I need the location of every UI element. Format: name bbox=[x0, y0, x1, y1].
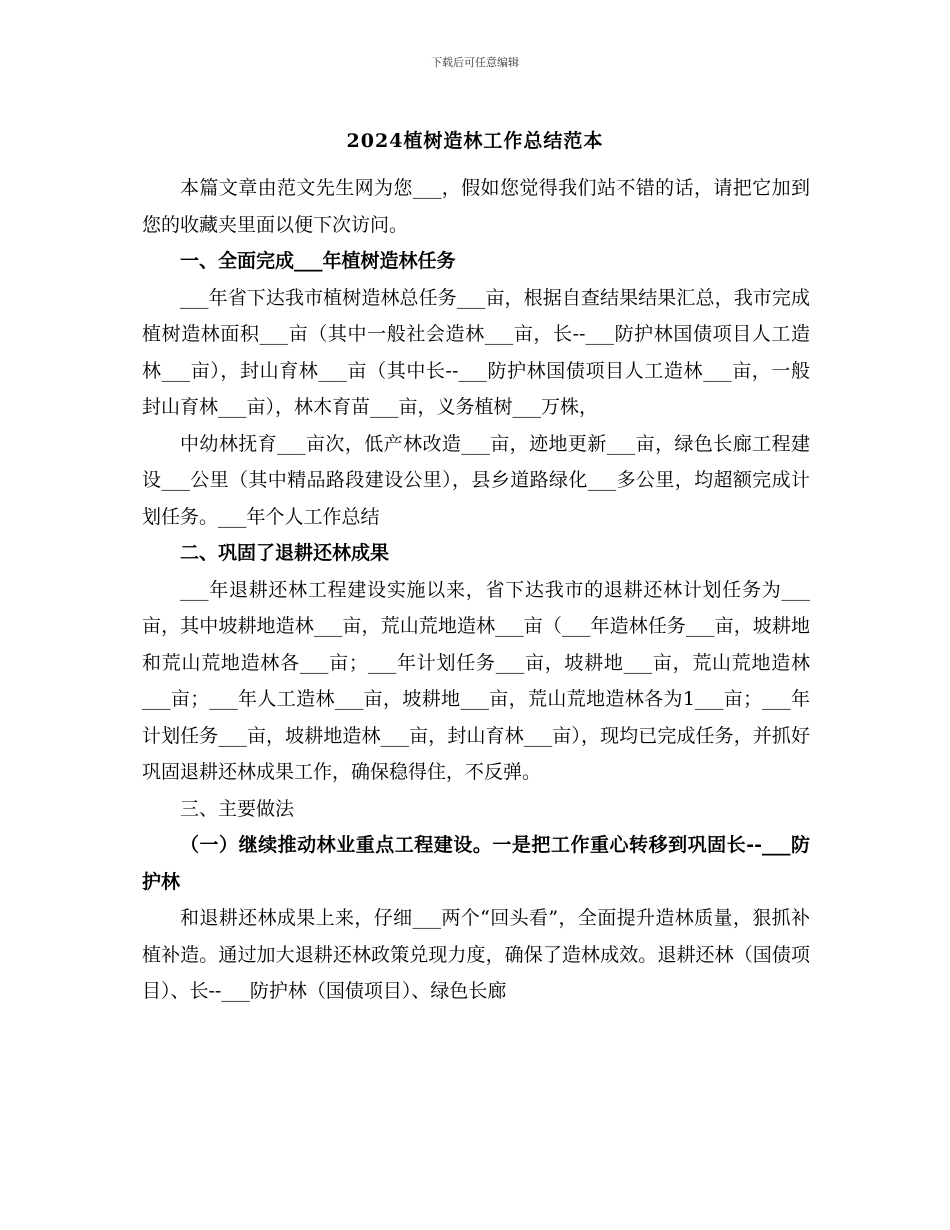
document-body bbox=[142, 170, 810, 1010]
body-paragraph: 和退耕还林成果上来，仔细___两个“回头看”，全面提升造林质量，狠抓补植补造。通过加大退耕还林政策兑现力度，确保了造林成效。退耕还林（国债项目）、长--___防护林（国债项目）、绿色长廊 bbox=[142, 907, 810, 1002]
body-paragraph: ___年退耕还林工程建设实施以来，省下达我市的退耕还林计划任务为___亩，其中坡耕地造林___亩，荒山荒地造林___亩（___年造林任务___亩，坡耕地和荒山荒地造林各___亩；___年计划任务___亩，坡耕地___亩，荒山荒地造林___亩；___年人工造林___亩，坡耕地___亩，荒山荒地造林各为1___亩；___年计划任务___亩，坡耕地造林___亩，封山育林___亩），现均已完成任务，并抓好巩固退耕还林成果工作，确保稳得住，不反弹。 bbox=[142, 578, 810, 783]
page-header: 下载后可任意编辑 bbox=[431, 56, 519, 69]
document-title: 2024植树造林工作总结范本 bbox=[346, 130, 604, 152]
subsection-heading: （一）继续推动林业重点工程建设。一是把工作重心转移到巩固长--___防护林 bbox=[142, 834, 810, 893]
section-heading-1: 一、全面完成___年植树造林任务 bbox=[180, 250, 456, 272]
section-heading-3: 三、主要做法 bbox=[180, 797, 295, 820]
intro-paragraph: 本篇文章由范文先生网为您___，假如您觉得我们站不错的话，请把它加到您的收藏夹里面以便下次访问。 bbox=[142, 177, 810, 236]
section-heading-2: 二、巩固了退耕还林成果 bbox=[180, 542, 390, 564]
body-paragraph: ___年省下达我市植树造林总任务___亩，根据自查结果结果汇总，我市完成植树造林面积___亩（其中一般社会造林___亩，长--___防护林国债项目人工造林___亩），封山育林___亩（其中长--___防护林国债项目人工造林___亩，一般封山育林___亩），林木育苗___亩，义务植树___万株， bbox=[142, 286, 810, 418]
body-paragraph: 中幼林抚育___亩次，低产林改造___亩，迹地更新___亩，绿色长廊工程建设___公里（其中精品路段建设公里），县乡道路绿化___多公里，均超额完成计划任务。___年个人工作总结 bbox=[142, 432, 810, 528]
